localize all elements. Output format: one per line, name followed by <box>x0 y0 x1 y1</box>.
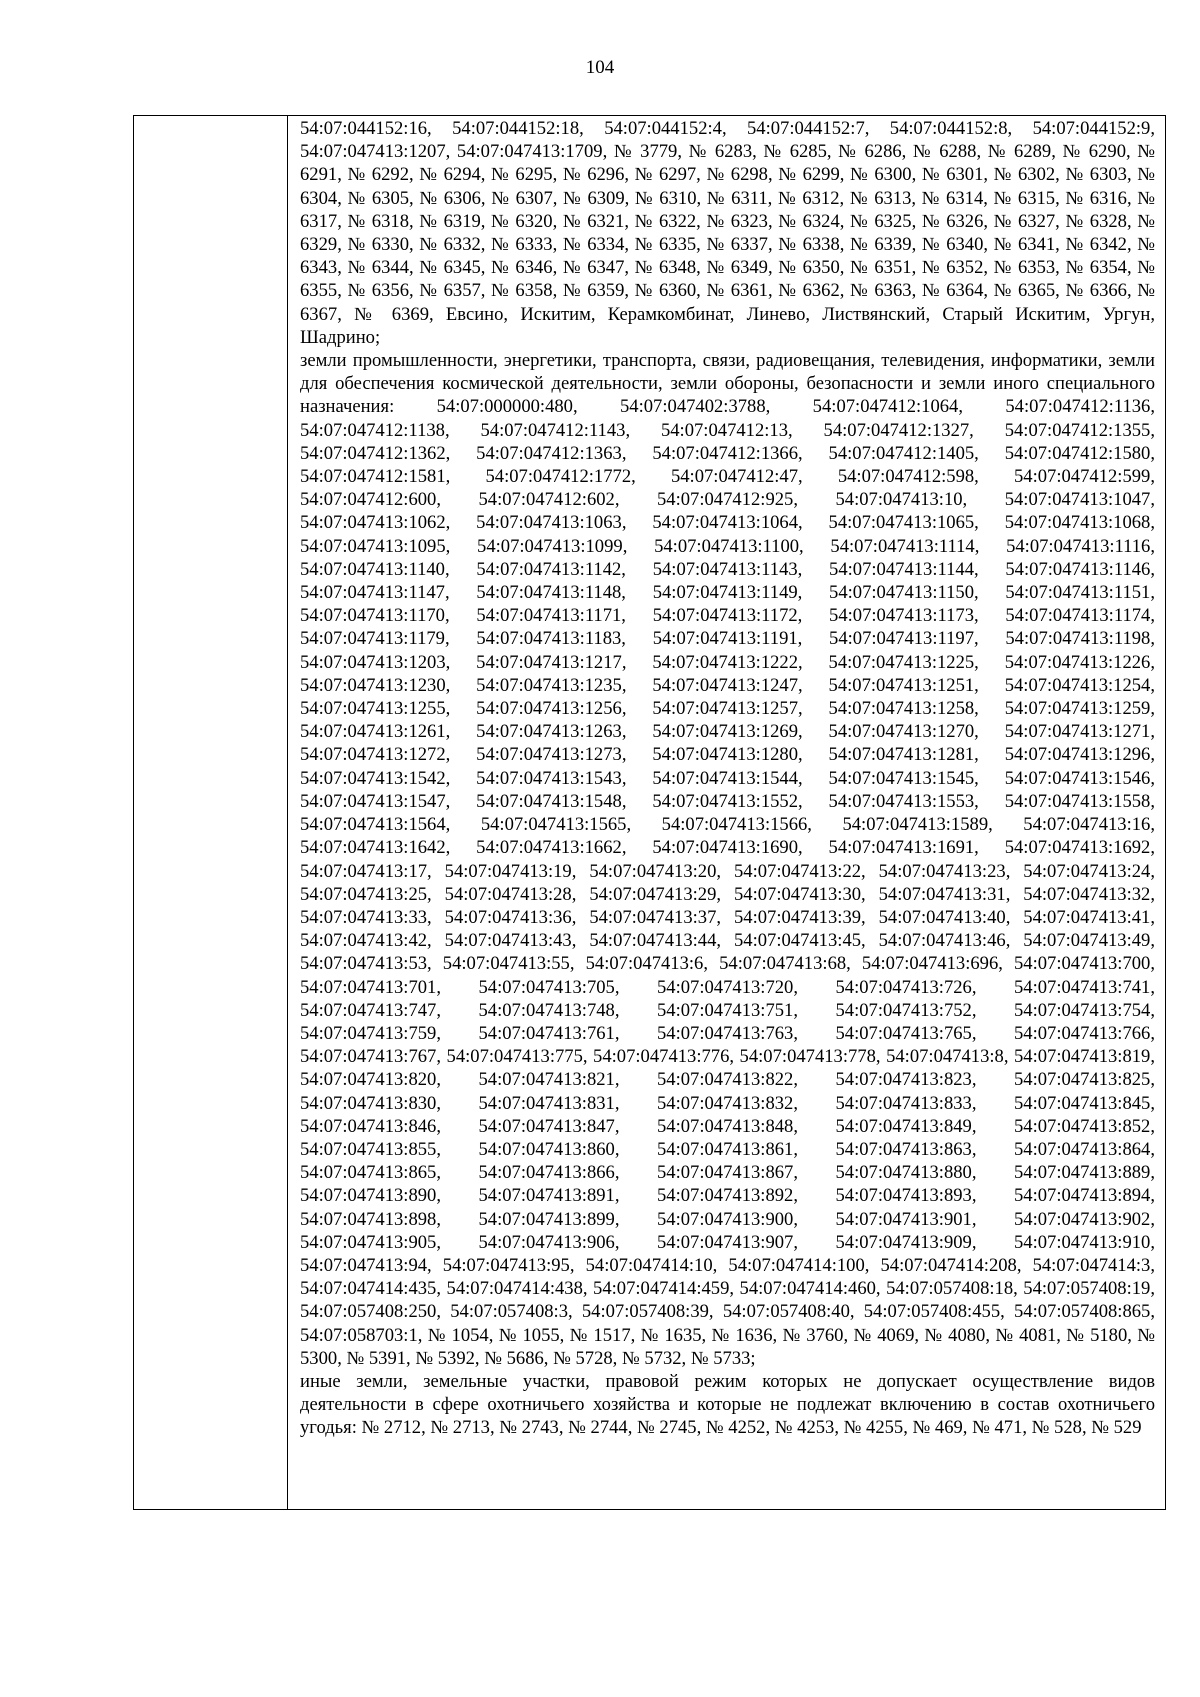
paragraph-industrial-lands: земли промышленности, энергетики, транспорта, связи, радиовещания, телевидения, информатики, земли для обеспечения космической деятельности, земли обороны, безопасности и земли иного специального назначения: 54:07:000000:480, 54:07:047402:3788, 54:07:047412:1064, 54:07:047412:1136, 54:07:047412:1138, 54:07:047412:1143, 54:07:047412:13, 54:07:047412:1327, 54:07:047412:1355, 54:07:047412:1362, 54:07:047412:1363, 54:07:047412:1366, 54:07:047412:1405, 54:07:047412:1580, 54:07:047412:1581, 54:07:047412:1772, 54:07:047412:47, 54:07:047412:598, 54:07:047412:599, 54:07:047412:600, 54:07:047412:602, 54:07:047412:925, 54:07:047413:10, 54:07:047413:1047, 54:07:047413:1062, 54:07:047413:1063, 54:07:047413:1064, 54:07:047413:1065, 54:07:047413:1068, 54:07:047413:1095, 54:07:047413:1099, 54:07:047413:1100, 54:07:047413:1114, 54:07:047413:1116, 54:07:047413:1140, 54:07:047413:1142, 54:07:047413:1143, 54:07:047413:1144, 54:07:047413:1146, 54:07:047413:1147, 54:07:047413:1148, 54:07:047413:1149, 54:07:047413:1150, 54:07:047413:1151, 54:07:047413:1170, 54:07:047413:1171, 54:07:047413:1172, 54:07:047413:1173, 54:07:047413:1174, 54:07:047413:1179, 54:07:047413:1183, 54:07:047413:1191, 54:07:047413:1197, 54:07:047413:1198, 54:07:047413:1203, 54:07:047413:1217, 54:07:047413:1222, 54:07:047413:1225, 54:07:047413:1226, 54:07:047413:1230, 54:07:047413:1235, 54:07:047413:1247, 54:07:047413:1251, 54:07:047413:1254, 54:07:047413:1255, 54:07:047413:1256, 54:07:047413:1257, 54:07:047413:1258, 54:07:047413:1259, 54:07:047413:1261, 54:07:047413:1263, 54:07:047413:1269, 54:07:047413:1270, 54:07:047413:1271, 54:07:047413:1272, 54:07:047413:1273, 54:07:047413:1280, 54:07:047413:1281, 54:07:047413:1296, 54:07:047413:1542, 54:07:047413:1543, 54:07:047413:1544, 54:07:047413:1545, 54:07:047413:1546, 54:07:047413:1547, 54:07:047413:1548, 54:07:047413:1552, 54:07:047413:1553, 54:07:047413:1558, 54:07:047413:1564, 54:07:047413:1565, 54:07:047413:1566, 54:07:047413:1589, 54:07:047413:16, 54:07:047413:1642, 54:07:047413:1662, 54:07:047413:1690, 54:07:047413:1691, 54:07:047413:1692, 54:07:047413:17, 54:07:047413:19, 54:07:047413:20, 54:07:047413:22, 54:07:047413:23, 54:07:047413:24, 54:07:047413:25, 54:07:047413:28, 54:07:047413:29, 54:07:047413:30, 54:07:047413:31, 54:07:047413:32, 54:07:047413:33, 54:07:047413:36, 54:07:047413:37, 54:07:047413:39, 54:07:047413:40, 54:07:047413:41, 54:07:047413:42, 54:07:047413:43, 54:07:047413:44, 54:07:047413:45, 54:07:047413:46, 54:07:047413:49, 54:07:047413:53, 54:07:047413:55, 54:07:047413:6, 54:07:047413:68, 54:07:047413:696, 54:07:047413:700, 54:07:047413:701, 54:07:047413:705, 54:07:047413:720, 54:07:047413:726, 54:07:047413:741, 54:07:047413:747, 54:07:047413:748, 54:07:047413:751, 54:07:047413:752, 54:07:047413:754, 54:07:047413:759, 54:07:047413:761, 54:07:047413:763, 54:07:047413:765, 54:07:047413:766, 54:07:047413:767, 54:07:047413:775, 54:07:047413:776, 54:07:047413:778, 54:07:047413:8, 54:07:047413:819, 54:07:047413:820, 54:07:047413:821, 54:07:047413:822, 54:07:047413:823, 54:07:047413:825, 54:07:047413:830, 54:07:047413:831, 54:07:047413:832, 54:07:047413:833, 54:07:047413:845, 54:07:047413:846, 54:07:047413:847, 54:07:047413:848, 54:07:047413:849, 54:07:047413:852, 54:07:047413:855, 54:07:047413:860, 54:07:047413:861, 54:07:047413:863, 54:07:047413:864, 54:07:047413:865, 54:07:047413:866, 54:07:047413:867, 54:07:047413:880, 54:07:047413:889, 54:07:047413:890, 54:07:047413:891, 54:07:047413:892, 54:07:047413:893, 54:07:047413:894, 54:07:047413:898, 54:07:047413:899, 54:07:047413:900, 54:07:047413:901, 54:07:047413:902, 54:07:047413:905, 54:07:047413:906, 54:07:047413:907, 54:07:047413:909, 54:07:047413:910, 54:07:047413:94, 54:07:047413:95, 54:07:047414:10, 54:07:047414:100, 54:07:047414:208, 54:07:047414:3, 54:07:047414:435, 54:07:047414:438, 54:07:047414:459, 54:07:047414:460, 54:07:057408:18, 54:07:057408:19, 54:07:057408:250, 54:07:057408:3, 54:07:057408:39, 54:07:057408:40, 54:07:057408:455, 54:07:057408:865, 54:07:058703:1, № 1054, № 1055, № 1517, № 1635, № 1636, № 3760, № 4069, № 4080, № 4081, № 5180, № 5300, № 5391, № 5392, № 5686, № 5728, № 5732, № 5733; <box>300 350 1155 1369</box>
land-table <box>133 115 1166 1510</box>
paragraph-settlement-lands: 54:07:044152:16, 54:07:044152:18, 54:07:044152:4, 54:07:044152:7, 54:07:044152:8, 54:07:044152:9, 54:07:047413:1207, 54:07:047413:1709, № 3779, № 6283, № 6285, № 6286, № 6288, № 6289, № 6290, № 6291, № 6292, № 6294, № 6295, № 6296, № 6297, № 6298, № 6299, № 6300, № 6301, № 6302, № 6303, № 6304, № 6305, № 6306, № 6307, № 6309, № 6310, № 6311, № 6312, № 6313, № 6314, № 6315, № 6316, № 6317, № 6318, № 6319, № 6320, № 6321, № 6322, № 6323, № 6324, № 6325, № 6326, № 6327, № 6328, № 6329, № 6330, № 6332, № 6333, № 6334, № 6335, № 6337, № 6338, № 6339, № 6340, № 6341, № 6342, № 6343, № 6344, № 6345, № 6346, № 6347, № 6348, № 6349, № 6350, № 6351, № 6352, № 6353, № 6354, № 6355, № 6356, № 6357, № 6358, № 6359, № 6360, № 6361, № 6362, № 6363, № 6364, № 6365, № 6366, № 6367, № 6369, Евсино, Искитим, Керамкомбинат, Линево, Листвянский, Старый Искитим, Ургун, Шадрино; <box>300 118 1155 348</box>
table-left-cell <box>134 116 288 1509</box>
page-number: 104 <box>585 57 615 78</box>
table-right-cell <box>289 116 1165 1509</box>
paragraph-other-lands: иные земли, земельные участки, правовой режим которых не допускает осуществление видов деятельности в сфере охотничьего хозяйства и которые не подлежат включению в состав охотничьего угодья: № 2712, № 2713, № 2743, № 2744, № 2745, № 4252, № 4253, № 4255, № 469, № 471, № 528, № 529 <box>300 1370 1155 1439</box>
